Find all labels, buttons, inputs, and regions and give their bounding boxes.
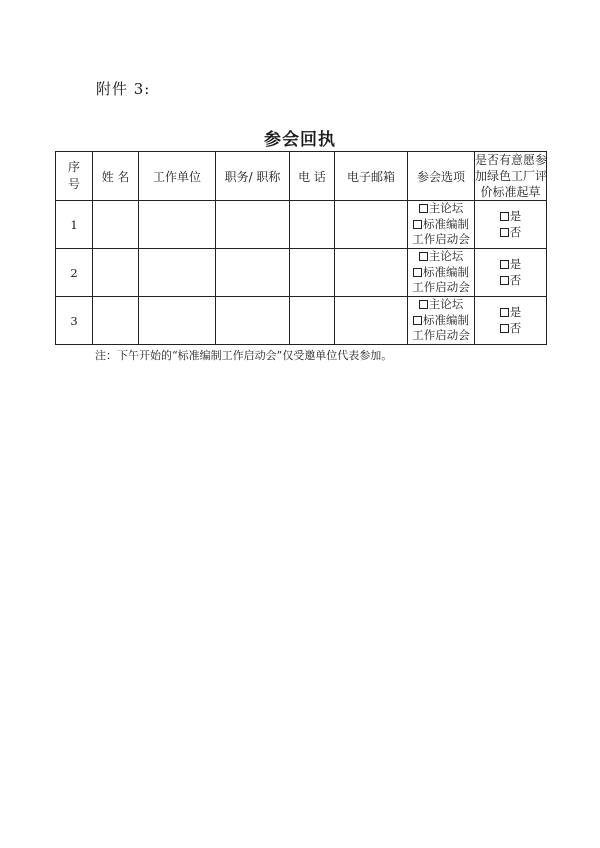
table-row [56, 297, 547, 345]
willing-cell [475, 201, 547, 249]
option-no[interactable]: 否 [475, 273, 546, 289]
row-number: 2 [56, 249, 93, 297]
checkbox-icon[interactable] [419, 300, 428, 309]
option-yes[interactable]: 是 [475, 257, 546, 273]
name-cell[interactable] [93, 297, 139, 345]
header-willing: 是否有意愿参 加绿色工厂评 价标准起草 [475, 153, 548, 199]
phone-cell[interactable] [290, 201, 335, 249]
row-number: 1 [56, 201, 93, 249]
option-main-forum[interactable]: 主论坛 [408, 201, 474, 217]
header-phone: 电 话 [290, 152, 335, 201]
checkbox-icon[interactable] [413, 220, 422, 229]
name-cell[interactable] [93, 249, 139, 297]
header-seq: 序 号 [56, 152, 93, 201]
footnote: 注：下午开始的“标准编制工作启动会”仅受邀单位代表参加。 [95, 349, 393, 362]
checkbox-icon[interactable] [419, 204, 428, 213]
option-no[interactable]: 否 [475, 225, 546, 241]
row-number: 3 [56, 297, 93, 345]
position-cell[interactable] [216, 201, 290, 249]
options-cell: 主论坛 标准编制 工作启动会 [408, 249, 475, 297]
option-standard-kickoff[interactable]: 标准编制 [408, 265, 474, 281]
option-standard-kickoff[interactable]: 标准编制 [408, 217, 474, 233]
option-no[interactable]: 否 [475, 321, 546, 337]
options-cell: 主论坛 标准编制 工作启动会 [408, 297, 475, 345]
reply-form-table [55, 151, 547, 345]
option-yes[interactable]: 是 [475, 209, 546, 225]
checkbox-icon[interactable] [413, 316, 422, 325]
willing-cell [475, 297, 547, 345]
checkbox-icon[interactable] [500, 260, 509, 269]
unit-cell[interactable] [139, 201, 216, 249]
unit-cell[interactable] [139, 297, 216, 345]
checkbox-icon[interactable] [500, 276, 509, 285]
header-position: 职务/ 职称 [216, 152, 290, 201]
header-email: 电子邮箱 [335, 152, 408, 201]
option-main-forum[interactable]: 主论坛 [408, 297, 474, 313]
header-unit: 工作单位 [139, 152, 216, 201]
willing-cell [475, 249, 547, 297]
options-cell: 主论坛 标准编制 工作启动会 [408, 201, 475, 249]
position-cell[interactable] [216, 297, 290, 345]
checkbox-icon[interactable] [500, 212, 509, 221]
table-row [56, 249, 547, 297]
phone-cell[interactable] [290, 249, 335, 297]
document-title: 参会回执 [264, 130, 336, 150]
checkbox-icon[interactable] [500, 228, 509, 237]
table-row [56, 201, 547, 249]
checkbox-icon[interactable] [413, 268, 422, 277]
attachment-label: 附件 3: [96, 80, 151, 98]
checkbox-icon[interactable] [500, 308, 509, 317]
name-cell[interactable] [93, 201, 139, 249]
checkbox-icon[interactable] [500, 324, 509, 333]
header-name: 姓 名 [93, 152, 139, 201]
email-cell[interactable] [335, 249, 408, 297]
option-main-forum[interactable]: 主论坛 [408, 249, 474, 265]
header-options: 参会选项 [408, 152, 475, 201]
position-cell[interactable] [216, 249, 290, 297]
email-cell[interactable] [335, 297, 408, 345]
email-cell[interactable] [335, 201, 408, 249]
phone-cell[interactable] [290, 297, 335, 345]
unit-cell[interactable] [139, 249, 216, 297]
option-standard-kickoff[interactable]: 标准编制 [408, 313, 474, 329]
checkbox-icon[interactable] [419, 252, 428, 261]
option-yes[interactable]: 是 [475, 305, 546, 321]
header-row [56, 152, 547, 201]
